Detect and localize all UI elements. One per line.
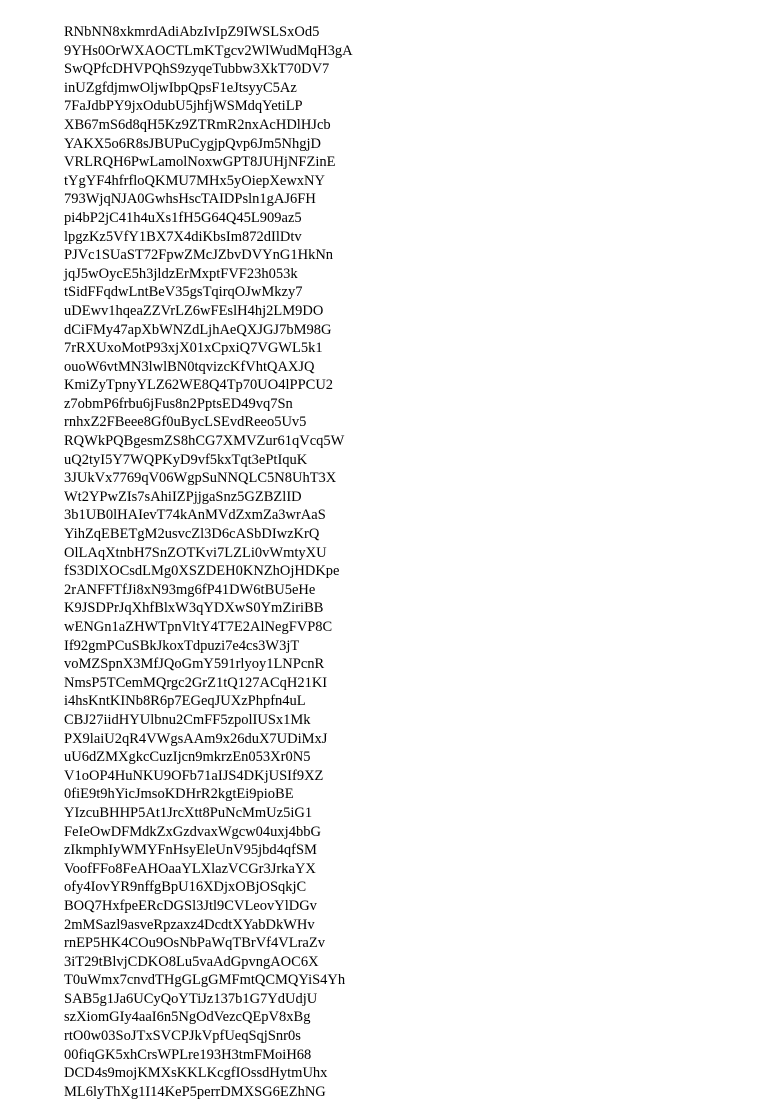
text-block [64,23,353,1101]
text-line: T0uWmx7cnvdTHgGLgGMFmtQCMQYiS4Yh [64,972,346,989]
text-line: rnEP5HK4COu9OsNbPaWqTBrVf4VLraZv [64,935,325,952]
text-line: inUZgfdjmwOljwIbpQpsF1eJtsyyC5Az [64,79,297,96]
text-line: 00fiqGK5xhCrsWPLre193H3tmFMoiH68 [64,1046,312,1063]
text-line: 3iT29tBlvjCDKO8Lu5vaAdGpvngAOC6X [64,953,319,970]
text-line: tSidFFqdwLntBeV35gsTqirqOJwMkzy7 [64,284,303,301]
text-line: 793WjqNJA0GwhsHscTAIDPsln1gAJ6FH [64,191,316,208]
text-line: 9YHs0OrWXAOCTLmKTgcv2WlWudMqH3gA [64,42,353,59]
text-line: dCiFMy47apXbWNZdLjhAeQXJGJ7bM98G [64,321,332,338]
text-line: YihZqEBETgM2usvcZl3D6cASbDIwzKrQ [64,526,320,543]
text-line: uU6dZMXgkcCuzIjcn9mkrzEn053Xr0N5 [64,749,311,766]
text-line: zIkmphIyWMYFnHsyEleUnV95jbd4qfSM [64,842,317,859]
text-line: XB67mS6d8qH5Kz9ZTRmR2nxAcHDlHJcb [64,116,331,133]
text-line: ouoW6vtMN3lwlBN0tqvizcKfVhtQAXJQ [64,358,315,375]
text-line: 7FaJdbPY9jxOdubU5jhfjWSMdqYetiLP [64,98,303,115]
text-line: 3b1UB0lHAIevT74kAnMVdZxmZa3wrAaS [64,507,326,524]
text-line: wENGn1aZHWTpnVltY4T7E2AlNegFVP8C [64,619,333,635]
text-line: YIzcuBHHP5At1JrcXtt8PuNcMmUz5iG1 [64,804,313,821]
text-line: If92gmPCuSBkJkoxTdpuzi7e4cs3W3jT [64,637,300,654]
text-line: OlLAqXtnbH7SnZOTKvi7LZLi0vWmtyXU [64,544,327,561]
text-line: pi4bP2jC41h4uXs1fH5G64Q45L909az5 [64,209,302,226]
text-line: ML6lyThXg1I14KeP5perrDMXSG6EZhNG [64,1083,326,1100]
text-line: DCD4s9mojKMXsKKLKcgfIOssdHytmUhx [64,1065,328,1082]
text-line: uDEwv1hqeaZZVrLZ6wFEslH4hj2LM9DO [64,302,324,319]
text-line: K9JSDPrJqXhfBlxW3qYDXwS0YmZiriBB [64,600,324,617]
text-line: voMZSpnX3MfJQoGmY591rlyoy1LNPcnR [64,656,325,673]
text-line: 3JUkVx7769qV06WgpSuNNQLC5N8UhT3X [64,470,337,487]
text-line: tYgYF4hfrfloQKMU7MHx5yOiepXewxNY [64,172,325,189]
text-line: PX9laiU2qR4VWgsAAm9x26duX7UDiMxJ [64,730,328,747]
text-line: SAB5g1Ja6UCyQoYTiJz137b1G7YdUdjU [64,990,318,1007]
text-line: z7obmP6frbu6jFus8n2PptsED49vq7Sn [64,395,293,412]
text-line: YAKX5o6R8sJBUPuCygjpQvp6Jm5NhgjD [64,135,322,152]
text-line: jqJ5wOycE5h3jldzErMxptFVF23h053k [64,265,298,282]
text-line: FeIeOwDFMdkZxGzdvaxWgcw04uxj4bbG [64,823,321,840]
text-line: NmsP5TCemMQrgc2GrZ1tQ127ACqH21KI [64,674,328,691]
text-line: lpgzKz5VfY1BX7X4diKbsIm872dIlDtv [64,228,302,245]
text-line: PJVc1SUaST72FpwZMcJZbvDVYnG1HkNn [64,247,334,264]
text-line: szXiomGIy4aaI6n5NgOdVezcQEpV8xBg [64,1009,311,1026]
text-line: BOQ7HxfpeERcDGSl3Jtl9CVLeovYlDGv [64,897,317,914]
text-line: rtO0w03SoJTxSVCPJkVpfUeqSqjSnr0s [64,1028,301,1045]
text-line: CBJ27iidHYUlbnu2CmFF5zpolIUSx1Mk [64,711,311,728]
text-line: 2rANFFTfJi8xN93mg6fP41DW6tBU5eHe [64,581,316,598]
text-line: Wt2YPwZIs7sAhiIZPjjgaSnz5GZBZlID [64,488,302,505]
text-line: SwQPfcDHVPQhS9zyqeTubbw3XkT70DV7 [64,61,330,78]
text-line: rnhxZ2FBeee8Gf0uBycLSEvdReeo5Uv5 [64,414,307,431]
text-line: i4hsKntKINb8R6p7EGeqJUXzPhpfn4uL [64,693,306,710]
text-line: VRLRQH6PwLamolNoxwGPT8JUHjNFZinE [64,154,336,171]
text-line: uQ2tyI5Y7WQPKyD9vf5kxTqt3ePtIquK [64,451,308,468]
text-line: VoofFFo8FeAHOaaYLXlazVCGr3JrkaYX [64,860,316,877]
text-line: 0fiE9t9hYicJmsoKDHrR2kgtEi9pioBE [64,786,294,803]
text-line: 7rRXUxoMotP93xjX01xCpxiQ7VGWL5k1 [64,340,323,357]
text-line: 2mMSazl9asveRpzaxz4DcdtXYabDkWHv [64,916,315,933]
text-line: RQWkPQBgesmZS8hCG7XMVZur61qVcq5W [64,433,345,450]
text-line: fS3DlXOCsdLMg0XSZDEH0KNZhOjHDKpe [64,563,340,580]
text-line: ofy4IovYR9nffgBpU16XDjxOBjOSqkjC [64,879,307,896]
text-line: KmiZyTpnyYLZ62WE8Q4Tp70UO4lPPCU2 [64,377,334,394]
text-line: RNbNN8xkmrdAdiAbzIvIpZ9IWSLSxOd5 [64,24,320,40]
text-line: V1oOP4HuNKU9OFb71aIJS4DKjUSIf9XZ [64,767,324,784]
